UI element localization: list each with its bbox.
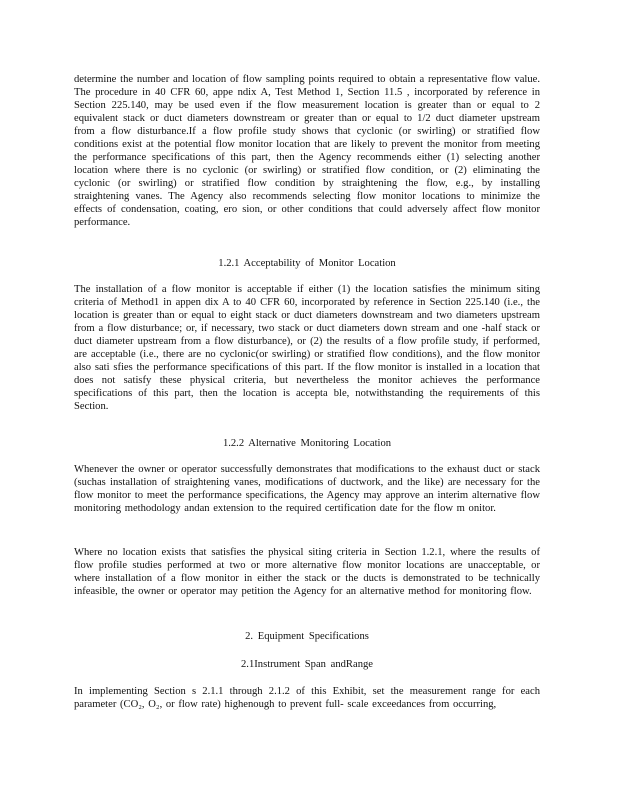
section-heading-alternative-location: 1.2.2 Alternative Monitoring Location bbox=[222, 438, 392, 449]
section-heading-equipment: 2. Equipment Specifications bbox=[245, 631, 369, 642]
measurement-range-paragraph: In implementing Section s 2.1.1 through 2.1.2 of this Exhibit, set the measurement range for each parameter (CO₂, O₂, or flow rate) highenough to prevent full- scale exceedances from occurring, bbox=[74, 686, 540, 710]
flow-sampling-paragraph: determine the number and location of flow sampling points required to obtain a representative flow value. The procedure in 40 CFR 60, appe ndix A, Test Method 1, Section 11.5 , incorporated by reference in Section 225.140, may be used even if the flow measurement location is greater than or equal to 2 equivalent stack or duct diameters downstream or greater than or equal to 1/2 duct diameter upstream from a flow disturbance.If a flow profile study shows that cyclonic (or swirling) or stratified flow conditions exist at the potential flow monitor location that are likely to prevent the monitor from meeting the performance specifications of this part, then the Agency recommends either (1) selecting another location where there is no cyclonic (or swirling) or stratified flow condition, or (2) eliminating the cyclonic (or swirling) or stratified flow condition by straightening the flow, e.g., by installing straightening vanes. The Agency also recommends selecting flow monitor locations to minimize the effects of condensation, coating, ero sion, or other conditions that could adversely affect flow monitor performance. bbox=[74, 74, 540, 228]
section-heading-instrument-span: 2.1Instrument Span andRange bbox=[241, 659, 373, 670]
no-location-paragraph: Where no location exists that satisfies the physical siting criteria in Section 1.2.1, where the results of flow profile studies performed at two or more alternative flow monitor locations are unacceptable, or where installation of a flow monitor in either the stack or the ducts is demonstrated to be technically infeasible, the owner or operator may petition the Agency for an alternative method for monitoring flow. bbox=[74, 547, 540, 597]
section-heading-acceptability: 1.2.1 Acceptability of Monitor Location bbox=[218, 258, 396, 269]
modifications-paragraph: Whenever the owner or operator successfully demonstrates that modifications to the exhaust duct or stack (suchas installation of straightening vanes, modifications of ductwork, and the like) are necessary for the flow monitor to meet the performance specifications, the Agency may approve an interim alternative flow monitoring methodology andan extension to the required certification date for the flow m onitor. bbox=[74, 464, 540, 514]
installation-criteria-paragraph: The installation of a flow monitor is acceptable if either (1) the location satisfies the minimum siting criteria of Method1 in appen dix A to 40 CFR 60, incorporated by reference in Section 225.140 (i.e., the location is greater than or equal to eight stack or duct diameters downstream and two diameters upstream from a flow disturbance; or, if necessary, two stack or duct diameters down stream and one -half stack or duct diameter upstream from a flow disturbance), or (2) the results of a flow profile study, if performed, are acceptable (i.e., there are no cyclonic(or swirling) or stratified flow conditions), and the flow monitor also sati sfies the performance specifications of this part. If the flow monitor is installed in a location that does not satisfy these physical criteria, but nevertheless the monitor achieves the performance specifications of this part, then the location is accepta ble, notwithstanding the requirements of this Section. bbox=[74, 284, 540, 412]
